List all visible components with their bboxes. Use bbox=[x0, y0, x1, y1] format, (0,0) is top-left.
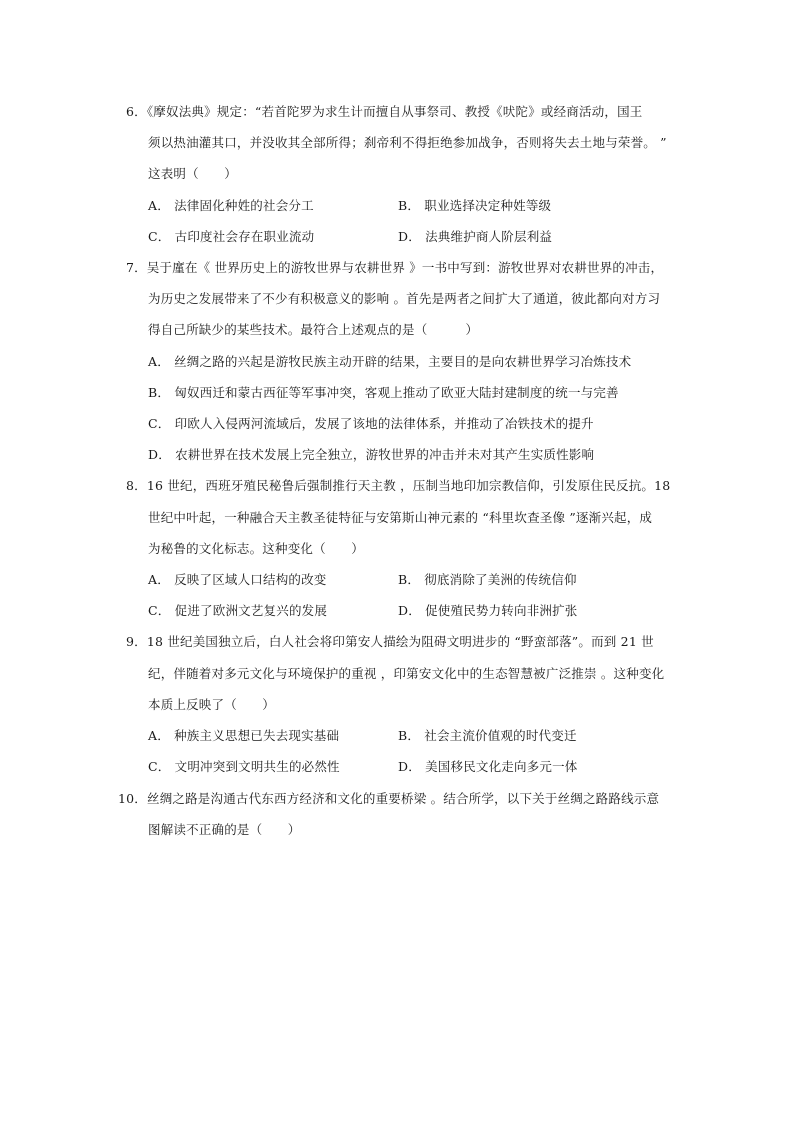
question-6-option-b: B． 职业选择决定种姓等级 bbox=[398, 198, 552, 213]
question-10-line-2: 图解读不正确的是（ ） bbox=[148, 822, 301, 837]
question-8-line-3: 为秘鲁的文化标志。这种变化（ ） bbox=[148, 541, 364, 556]
question-9-line-1: 9．18 世纪美国独立后，白人社会将印第安人描绘为阻碍文明进步的 “野蛮部落”。而到 21 世 bbox=[126, 634, 654, 649]
question-9-line-3: 本质上反映了（ ） bbox=[148, 697, 276, 712]
question-8-option-d: D． 促使殖民势力转向非洲扩张 bbox=[398, 603, 578, 618]
question-9-option-c: C． 文明冲突到文明共生的必然性 bbox=[148, 759, 340, 774]
question-8-option-a: A． 反映了区域人口结构的改变 bbox=[148, 572, 327, 587]
question-10-line-1: 10．丝绸之路是沟通古代东西方经济和文化的重要桥梁 。结合所学，以下关于丝绸之路路线示意 bbox=[118, 791, 660, 806]
question-7-line-2: 为历史之发展带来了不少有积极意义的影响 。首先是两者之间扩大了通道，彼此都向对方习 bbox=[148, 291, 661, 306]
question-8-option-b: B． 彻底消除了美洲的传统信仰 bbox=[398, 572, 577, 587]
question-6-line-1: 6．《摩奴法典》规定：“若首陀罗为求生计而擅自从事祭司、教授《吠陀》或经商活动，国王 bbox=[126, 104, 643, 119]
question-6-option-a: A． 法律固化种姓的社会分工 bbox=[148, 198, 314, 213]
question-7-option-b: B． 匈奴西迁和蒙古西征等军事冲突，客观上推动了欧亚大陆封建制度的统一与完善 bbox=[148, 385, 619, 400]
question-9-option-a: A． 种族主义思想已失去现实基础 bbox=[148, 728, 340, 743]
question-9-line-2: 纪，伴随着对多元文化与环境保护的重视 ，印第安文化中的生态智慧被广泛推崇 。这种变化 bbox=[148, 666, 665, 681]
question-8-option-c: C． 促进了欧洲文艺复兴的发展 bbox=[148, 603, 328, 618]
question-9-option-d: D． 美国移民文化走向多元一体 bbox=[398, 759, 578, 774]
question-7-line-3: 得自己所缺少的某些技术。最符合上述观点的是（ ） bbox=[148, 322, 479, 337]
question-6-line-3: 这表明（ ） bbox=[148, 166, 237, 181]
question-7-line-1: 7．吴于廑在《 世界历史上的游牧世界与农耕世界 》一书中写到：游牧世界对农耕世界的冲击， bbox=[126, 260, 664, 275]
question-7-option-c: C． 印欧人入侵两河流域后，发展了该地的法律体系，并推动了冶铁技术的提升 bbox=[148, 416, 594, 431]
question-7-option-a: A． 丝绸之路的兴起是游牧民族主动开辟的结果，主要目的是向农耕世界学习冶炼技术 bbox=[148, 354, 632, 369]
question-6-option-c: C． 古印度社会存在职业流动 bbox=[148, 229, 315, 244]
question-7-option-d: D． 农耕世界在技术发展上完全独立，游牧世界的冲击并未对其产生实质性影响 bbox=[148, 447, 595, 462]
question-6-option-d: D． 法典维护商人阶层利益 bbox=[398, 229, 553, 244]
question-8-line-2: 世纪中叶起，一种融合天主教圣徒特征与安第斯山神元素的 “科里坎查圣像 ”逐渐兴起，成 bbox=[148, 510, 653, 525]
question-6-line-2: 须以热油灌其口，并没收其全部所得；刹帝利不得拒绝参加战争，否则将失去土地与荣誉。 ” bbox=[148, 135, 667, 150]
question-8-line-1: 8．16 世纪，西班牙殖民秘鲁后强制推行天主教 ，压制当地印加宗教信仰，引发原住民反抗。18 bbox=[126, 478, 671, 493]
question-9-option-b: B． 社会主流价值观的时代变迁 bbox=[398, 728, 577, 743]
